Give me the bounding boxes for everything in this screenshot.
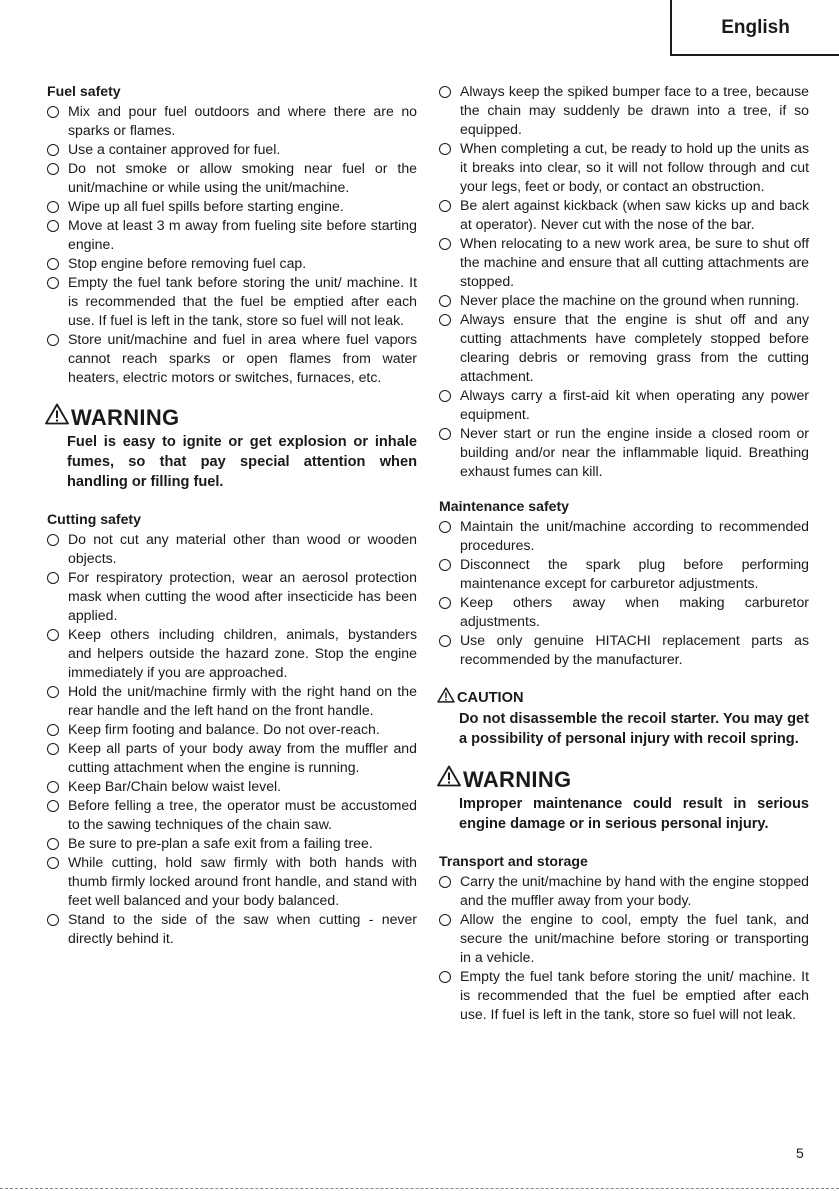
list-item-text: Always ensure that the engine is shut off and any cutting attachments have completely stopped before clearing debris or removing grass from the cutting attachment. — [460, 311, 809, 384]
circle-bullet-icon — [47, 629, 59, 641]
left-column — [45, 82, 417, 948]
cutting-safety-heading: Cutting safety — [47, 511, 141, 527]
list-item — [437, 872, 809, 910]
list-item — [45, 140, 417, 159]
list-item — [437, 386, 809, 424]
caution-text: Do not disassemble the recoil starter. You may get a possibility of personal injury with recoil spring. — [459, 711, 809, 747]
list-item — [437, 910, 809, 967]
list-item-text: Disconnect the spark plug before performing maintenance except for carburetor adjustments. — [460, 556, 809, 591]
circle-bullet-icon — [47, 743, 59, 755]
page-bottom-divider — [0, 1188, 839, 1189]
list-item — [45, 159, 417, 197]
list-item — [45, 216, 417, 254]
list-item-text: Stop engine before removing fuel cap. — [68, 255, 307, 271]
list-item — [45, 530, 417, 568]
circle-bullet-icon — [439, 86, 451, 98]
circle-bullet-icon — [47, 201, 59, 213]
warning-text: Improper maintenance could result in serious engine damage or in serious personal injury. — [459, 796, 809, 832]
caution-title-row — [437, 687, 809, 709]
fuel-safety-list — [45, 102, 417, 387]
transport-storage-section — [437, 852, 809, 1024]
right-column — [437, 82, 809, 1024]
cutting-safety-section — [45, 510, 417, 948]
list-item — [45, 682, 417, 720]
list-item-text: While cutting, hold saw firmly with both hands with thumb firmly locked around front handle, and stand with feet well balanced and your body balanced. — [68, 854, 417, 908]
warning-text: Fuel is easy to ignite or get explosion or inhale fumes, so that pay special attention when handling or filling fuel. — [67, 434, 417, 490]
caution-triangle-icon — [437, 687, 455, 709]
warning-triangle-icon — [437, 765, 461, 794]
list-item-text: Before felling a tree, the operator must be accustomed to the sawing techniques of the chain saw. — [68, 797, 417, 832]
list-item — [437, 234, 809, 291]
warning-title: WARNING — [71, 404, 180, 430]
list-item — [45, 796, 417, 834]
list-item — [45, 834, 417, 853]
language-tab — [670, 0, 839, 56]
list-item — [45, 910, 417, 948]
cutting-safety-continued — [437, 82, 809, 481]
list-item-text: Always carry a first-aid kit when operating any power equipment. — [460, 387, 809, 422]
circle-bullet-icon — [47, 838, 59, 850]
list-item-text: Do not smoke or allow smoking near fuel or the unit/machine or while using the unit/machine. — [68, 160, 417, 195]
list-item — [437, 82, 809, 139]
list-item-text: Maintain the unit/machine according to recommended procedures. — [460, 518, 809, 553]
list-item-text: Use only genuine HITACHI replacement parts as recommended by the manufacturer. — [460, 632, 809, 667]
circle-bullet-icon — [47, 857, 59, 869]
list-item-text: Mix and pour fuel outdoors and where there are no sparks or flames. — [68, 103, 417, 138]
circle-bullet-icon — [439, 635, 451, 647]
list-item-text: Store unit/machine and fuel in area where fuel vapors cannot reach sparks or open flames from water heaters, electric motors or switches, furnaces, etc. — [68, 331, 417, 385]
circle-bullet-icon — [439, 295, 451, 307]
list-item-text: For respiratory protection, wear an aerosol protection mask when cutting the wood after insecticide has been applied. — [68, 569, 417, 623]
list-item — [45, 102, 417, 140]
circle-bullet-icon — [47, 277, 59, 289]
maintenance-safety-section — [437, 497, 809, 669]
circle-bullet-icon — [439, 428, 451, 440]
circle-bullet-icon — [47, 534, 59, 546]
list-item — [437, 139, 809, 196]
list-item-text: Be sure to pre-plan a safe exit from a failing tree. — [68, 835, 373, 851]
list-item-text: Never place the machine on the ground when running. — [460, 292, 800, 308]
list-item — [437, 196, 809, 234]
list-item — [437, 424, 809, 481]
list-item-text: Never start or run the engine inside a closed room or building and/or near the inflammable liquid. Breathing exhaust fumes can kill. — [460, 425, 809, 479]
transport-storage-list — [437, 872, 809, 1024]
maintenance-safety-list — [437, 517, 809, 669]
warning-title-row — [45, 403, 417, 432]
circle-bullet-icon — [439, 143, 451, 155]
circle-bullet-icon — [47, 781, 59, 793]
list-item — [45, 625, 417, 682]
list-item-text: Use a container approved for fuel. — [68, 141, 281, 157]
circle-bullet-icon — [47, 686, 59, 698]
list-item-text: When relocating to a new work area, be sure to shut off the machine and ensure that all cutting attachments are stopped. — [460, 235, 809, 289]
cutting-safety-list — [45, 530, 417, 948]
circle-bullet-icon — [47, 334, 59, 346]
list-item — [45, 273, 417, 330]
list-item-text: Empty the fuel tank before storing the unit/ machine. It is recommended that the fuel be emptied after each use. If fuel is left in the tank, store so fuel will not leak. — [460, 968, 809, 1022]
list-item — [437, 967, 809, 1024]
list-item — [45, 777, 417, 796]
warning-triangle-icon — [45, 403, 69, 432]
page-number: 5 — [796, 1145, 804, 1161]
list-item — [437, 310, 809, 386]
list-item-text: Allow the engine to cool, empty the fuel tank, and secure the unit/machine before storing or transporting in a vehicle. — [460, 911, 809, 965]
circle-bullet-icon — [47, 724, 59, 736]
circle-bullet-icon — [439, 876, 451, 888]
transport-storage-heading: Transport and storage — [439, 853, 588, 869]
list-item-text: Always keep the spiked bumper face to a tree, because the chain may suddenly be drawn into a tree, if so equipped. — [460, 83, 809, 137]
fuel-safety-heading: Fuel safety — [47, 83, 121, 99]
maintenance-safety-heading: Maintenance safety — [439, 498, 570, 514]
list-item-text: Be alert against kickback (when saw kicks up and back at operator). Never cut with the nose of the bar. — [460, 197, 809, 232]
list-item — [45, 197, 417, 216]
circle-bullet-icon — [439, 559, 451, 571]
circle-bullet-icon — [47, 572, 59, 584]
circle-bullet-icon — [439, 914, 451, 926]
list-item-text: Empty the fuel tank before storing the unit/ machine. It is recommended that the fuel be emptied after each use. If fuel is left in the tank, store so fuel will not leak. — [68, 274, 417, 328]
list-item-text: Carry the unit/machine by hand with the engine stopped and the muffler away from your body. — [460, 873, 809, 908]
list-item — [437, 593, 809, 631]
circle-bullet-icon — [439, 314, 451, 326]
list-item-text: Do not cut any material other than wood or wooden objects. — [68, 531, 417, 566]
list-item — [437, 291, 809, 310]
list-item — [45, 330, 417, 387]
warning-title-row — [437, 765, 809, 794]
warning-title: WARNING — [463, 766, 572, 792]
list-item-text: Keep Bar/Chain below waist level. — [68, 778, 282, 794]
list-item-text: Keep others including children, animals, bystanders and helpers outside the hazard zone. Stop the engine immediately if you are approached. — [68, 626, 417, 680]
list-item — [45, 739, 417, 777]
language-label: English — [721, 17, 790, 38]
recoil-caution-box — [437, 687, 809, 749]
circle-bullet-icon — [439, 521, 451, 533]
circle-bullet-icon — [47, 220, 59, 232]
circle-bullet-icon — [47, 144, 59, 156]
circle-bullet-icon — [439, 597, 451, 609]
list-item-text: Move at least 3 m away from fueling site before starting engine. — [68, 217, 417, 252]
list-item-text: Keep firm footing and balance. Do not over-reach. — [68, 721, 380, 737]
list-item-text: Wipe up all fuel spills before starting engine. — [68, 198, 344, 214]
list-item-text: Keep all parts of your body away from the muffler and cutting attachment when the engine is running. — [68, 740, 417, 775]
list-item — [45, 254, 417, 273]
list-item — [45, 853, 417, 910]
circle-bullet-icon — [47, 106, 59, 118]
circle-bullet-icon — [47, 258, 59, 270]
circle-bullet-icon — [439, 390, 451, 402]
fuel-warning-box — [45, 403, 417, 492]
list-item — [437, 517, 809, 555]
fuel-safety-section — [45, 82, 417, 387]
list-item — [45, 720, 417, 739]
circle-bullet-icon — [439, 971, 451, 983]
cutting-continued-list — [437, 82, 809, 481]
list-item-text: Stand to the side of the saw when cutting - never directly behind it. — [68, 911, 417, 946]
circle-bullet-icon — [47, 163, 59, 175]
list-item-text: Keep others away when making carburetor adjustments. — [460, 594, 809, 629]
caution-title: CAUTION — [457, 690, 524, 706]
list-item — [437, 631, 809, 669]
list-item — [45, 568, 417, 625]
circle-bullet-icon — [47, 800, 59, 812]
circle-bullet-icon — [439, 200, 451, 212]
list-item-text: Hold the unit/machine firmly with the right hand on the rear handle and the left hand on the front handle. — [68, 683, 417, 718]
list-item — [437, 555, 809, 593]
circle-bullet-icon — [47, 914, 59, 926]
circle-bullet-icon — [439, 238, 451, 250]
maintenance-warning-box — [437, 765, 809, 834]
list-item-text: When completing a cut, be ready to hold up the units as it breaks into clear, so it will not follow through and cut your legs, feet or body, or contact an obstruction. — [460, 140, 809, 194]
